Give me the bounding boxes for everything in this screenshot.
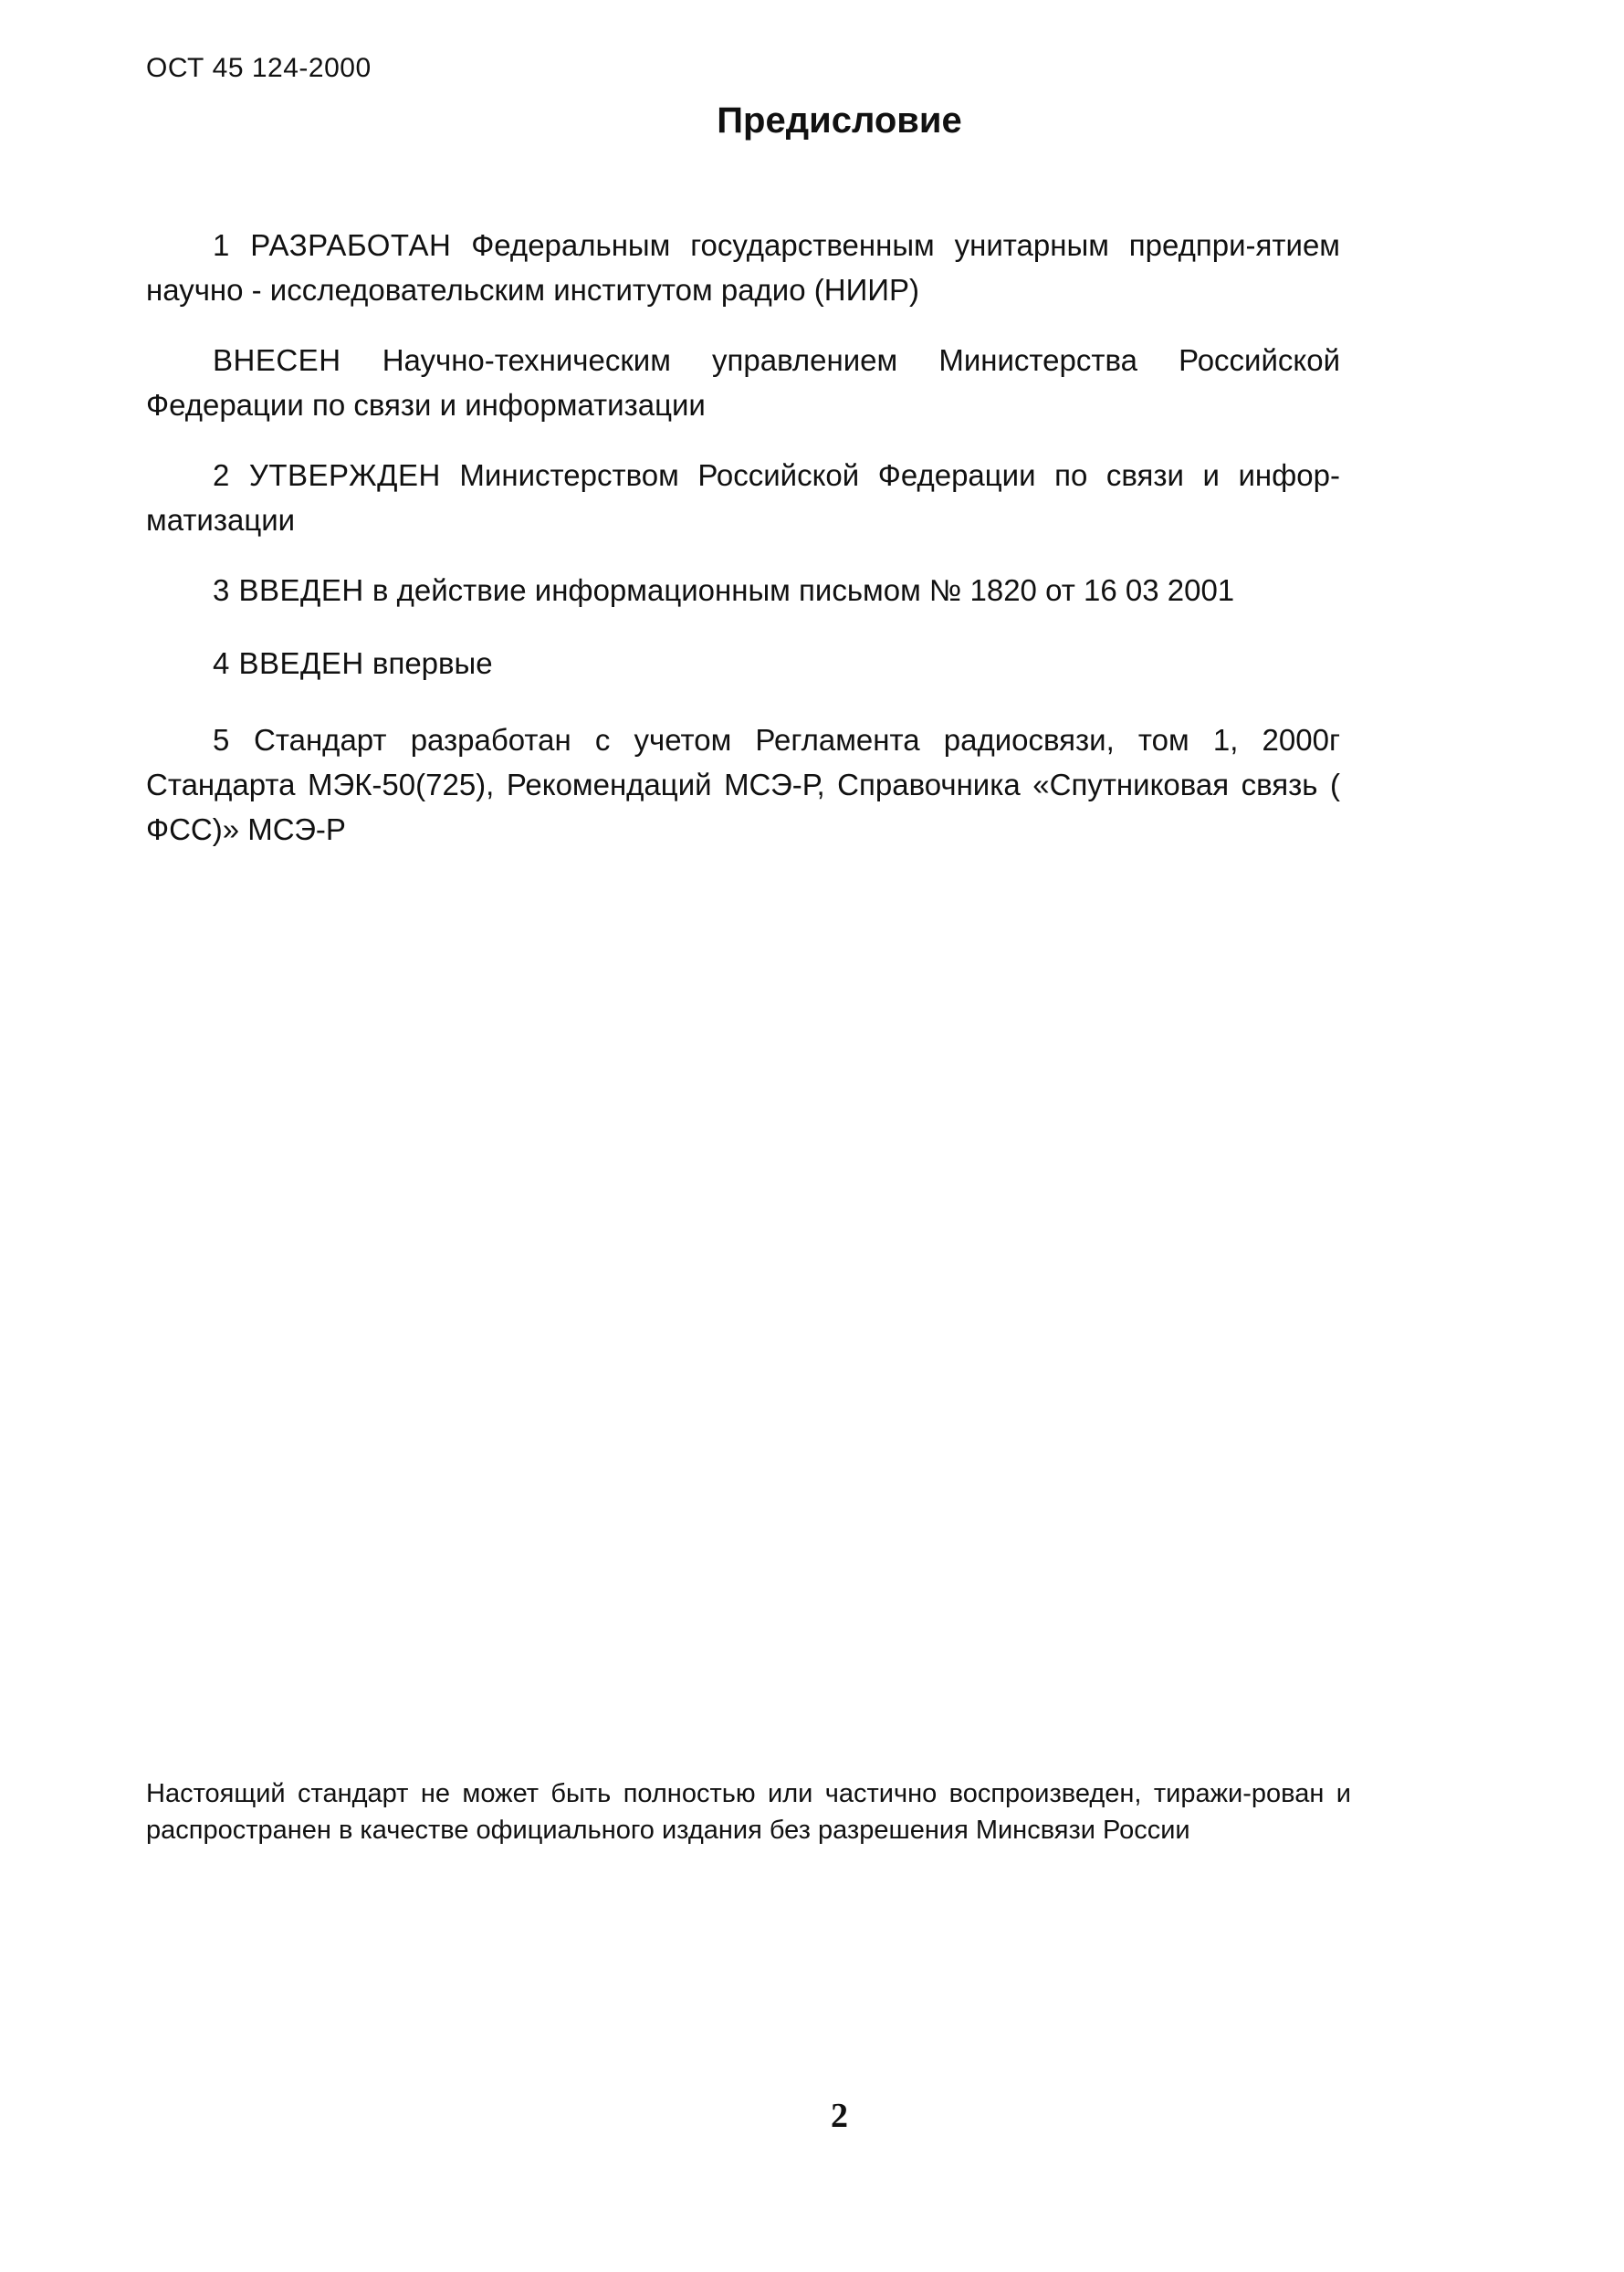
paragraph-label: 2 УТВЕРЖДЕН — [213, 458, 441, 492]
paragraph-text: в действие информационным письмом № 1820 от 16 03 2001 — [372, 573, 1235, 607]
page-number: 2 — [831, 2097, 848, 2135]
paragraph-submitted — [146, 338, 1340, 427]
paragraph-label: 4 ВВЕДЕН — [213, 646, 364, 680]
paragraph-text: Министерством Российской Федерации по связи и инфор-матизации — [146, 458, 1341, 537]
paragraph-standard-basis — [146, 717, 1340, 852]
paragraph-label: ВНЕСЕН — [213, 343, 341, 377]
page-title: Предисловие — [717, 100, 962, 141]
paragraph-label: 3 ВВЕДЕН — [213, 573, 364, 607]
paragraph-text: Стандарт разработан с учетом Регламента радиосвязи, том 1, 2000г Стандарта МЭК-50(725), Рекомендаций МСЭ-Р, Справочника «Спутниковая связь ( ФСС)» МСЭ-Р — [146, 723, 1341, 846]
paragraph-introduced-first — [146, 641, 1340, 686]
paragraph-label: 1 РАЗРАБОТАН — [213, 228, 452, 262]
paragraph-label: 5 — [213, 723, 230, 757]
copyright-notice: Настоящий стандарт не может быть полностью или частично воспроизведен, тиражи-рован и распространен в качестве официального издания без разрешения Минсвязи России — [146, 1779, 1351, 1845]
paragraph-text: Научно-техническим управлением Министерства Российской Федерации по связи и информатизации — [146, 343, 1341, 422]
paragraph-text: Федеральным государственным унитарным предпри-ятием научно - исследовательским институтом радио (НИИР) — [146, 228, 1340, 307]
paragraph-text: впервые — [372, 646, 493, 680]
paragraph-introduced-effect — [146, 568, 1340, 612]
paragraph-developed — [146, 223, 1340, 312]
document-code: ОСТ 45 124-2000 — [146, 53, 372, 83]
paragraph-approved — [146, 453, 1340, 542]
